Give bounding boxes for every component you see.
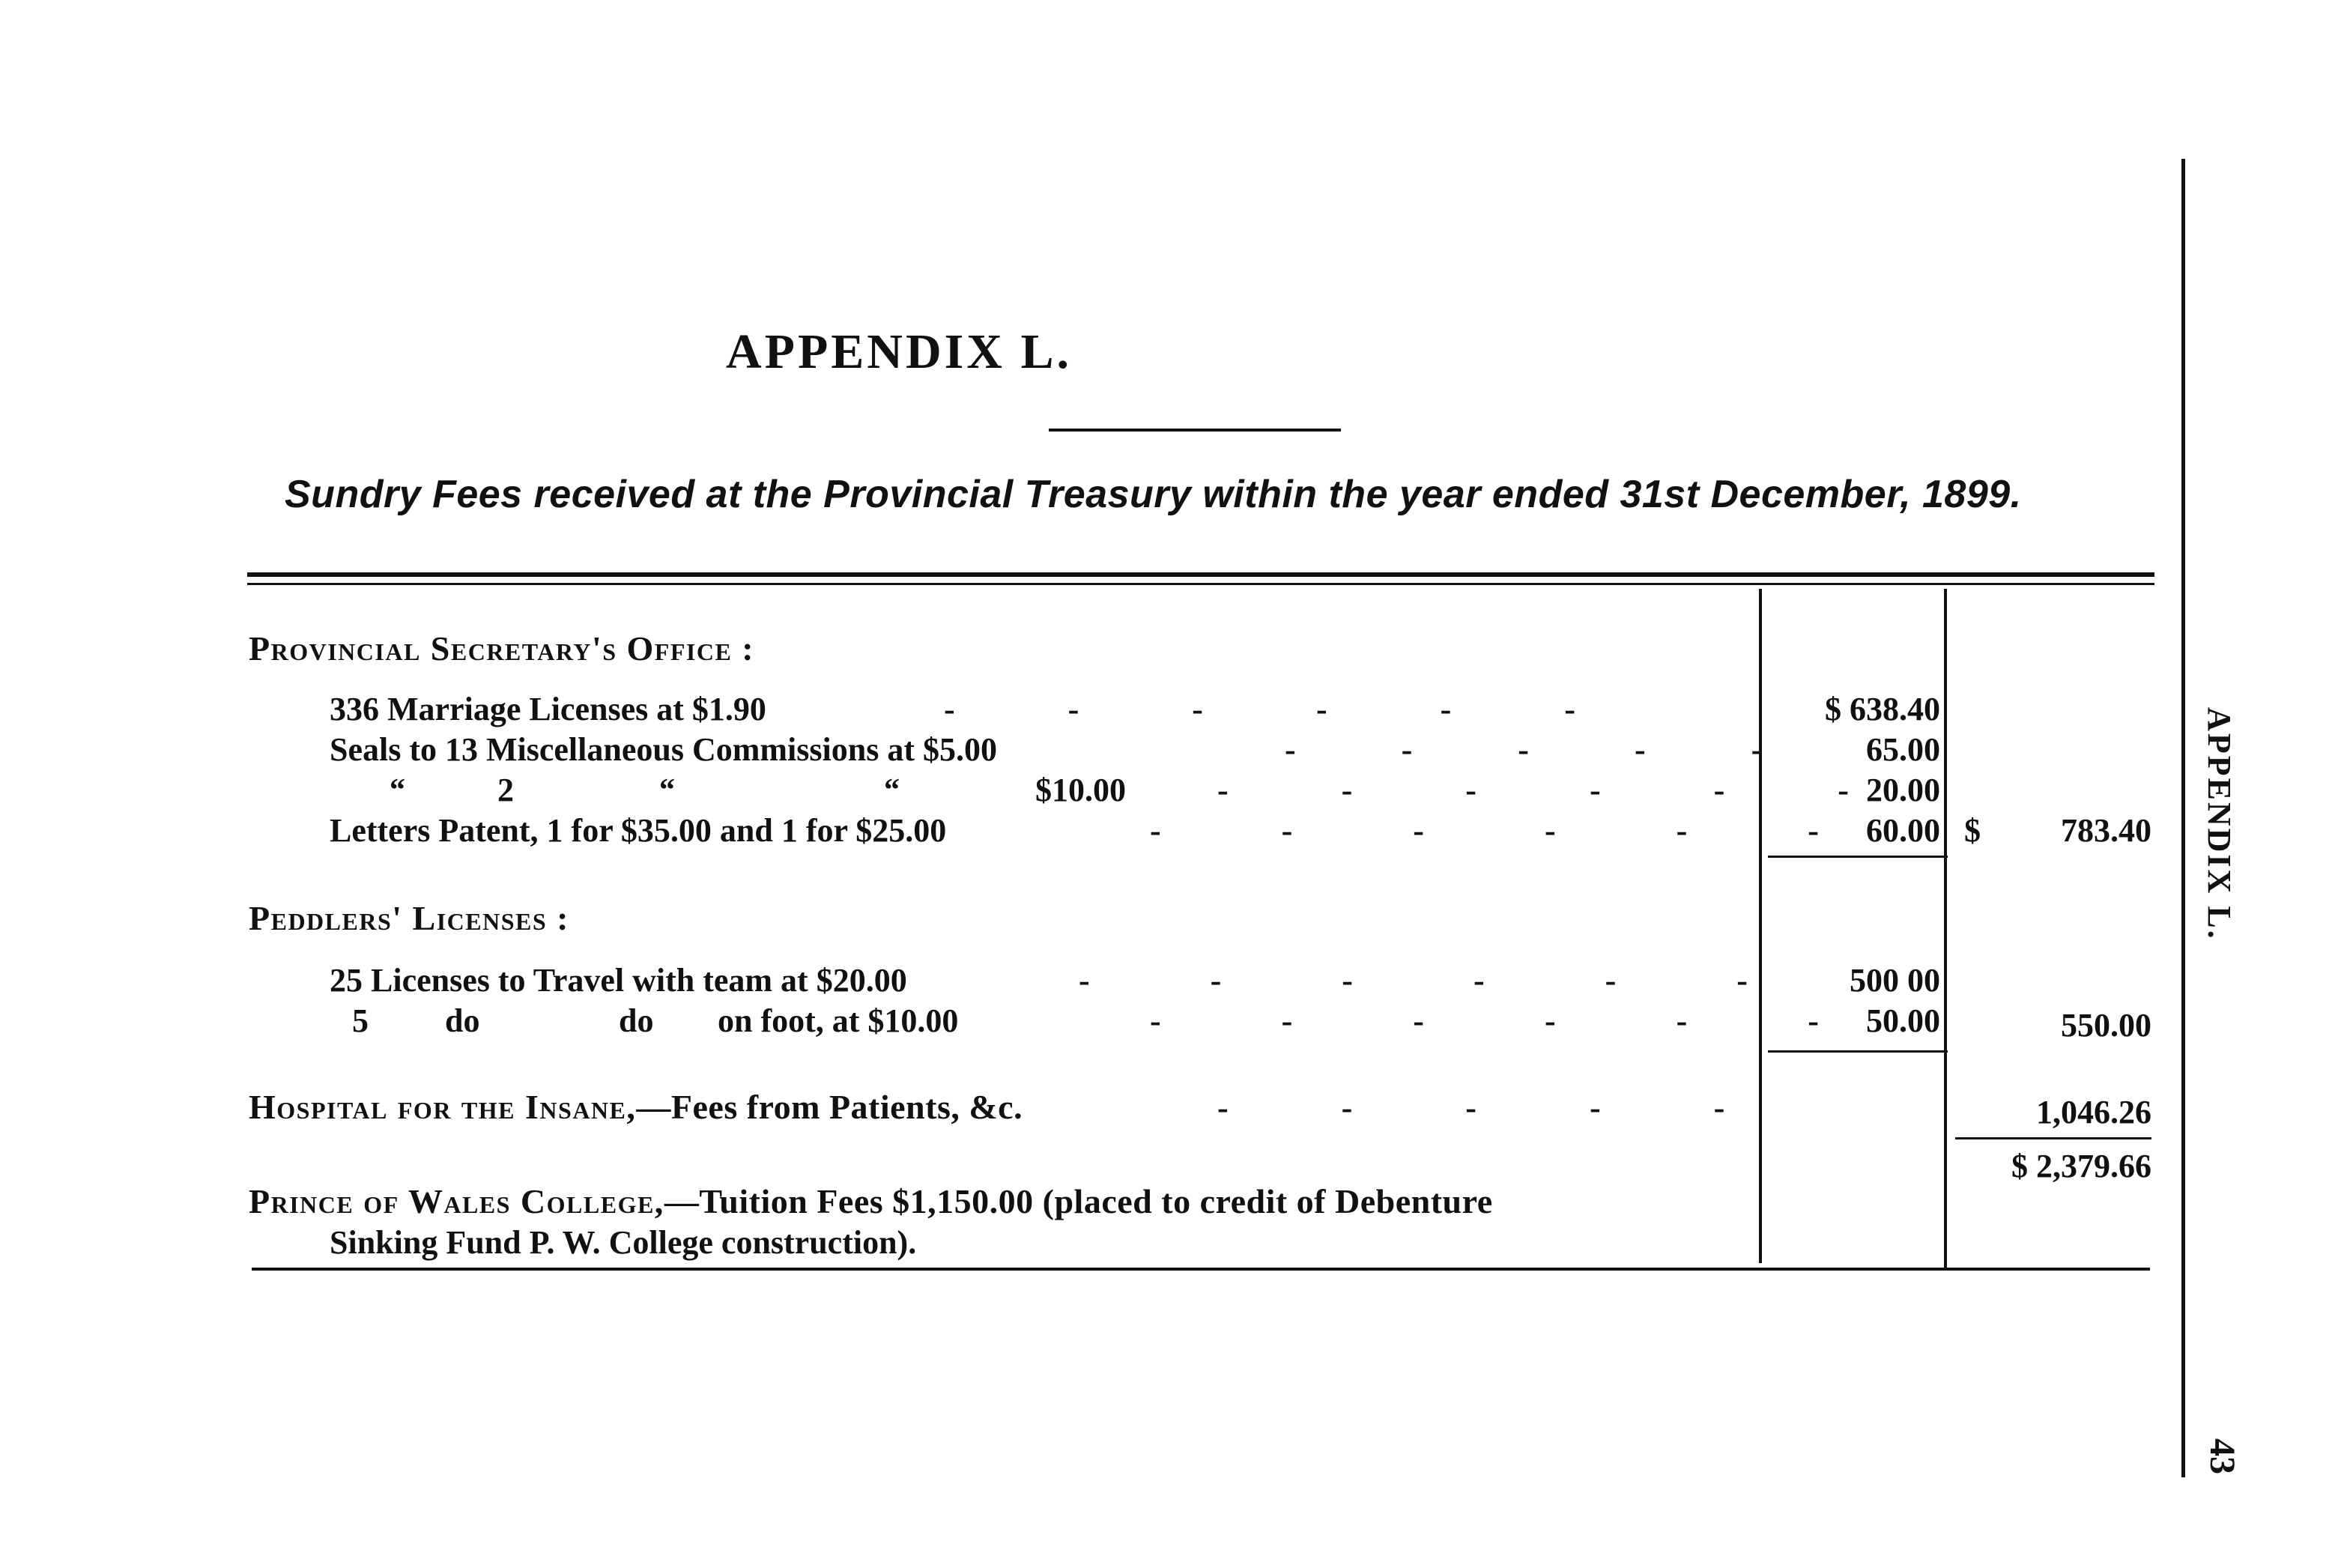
leader-dots: - - - - - -: [1150, 1002, 1819, 1039]
total-peddlers: 550.00: [2061, 1007, 2151, 1044]
ditto-mark: “: [390, 773, 405, 808]
leader-dots: - - - - - -: [944, 691, 1575, 727]
total-provincial-secretary: 783.40: [2061, 812, 2151, 849]
ditto-do: do: [445, 1002, 480, 1039]
column-divider-right: [1944, 589, 1947, 1271]
section-heading-peddlers: Peddlers' Licenses :: [249, 899, 569, 937]
section-heading-hospital: [249, 1086, 1023, 1128]
amount-peddlers-team: 500 00: [1850, 962, 1940, 999]
amount-peddlers-foot: 50.00: [1866, 1002, 1940, 1039]
leader-dots: - - - - -: [1217, 1089, 1725, 1126]
title-rule: [1049, 429, 1341, 432]
side-running-header: APPENDIX L.: [2201, 707, 2238, 941]
hospital-description: —Fees from Patients, &c.: [636, 1088, 1023, 1126]
section-heading-prince-of-wales: [249, 1181, 1493, 1223]
row-letters-patent-label: Letters Patent, 1 for $35.00 and 1 for $25.00: [330, 812, 947, 849]
prince-of-wales-line2: Sinking Fund P. W. College construction).: [330, 1224, 917, 1261]
table-top-rule: [247, 572, 2154, 577]
leader-dots: - - - - - -: [1217, 772, 1849, 808]
prince-of-wales-heading: Prince of Wales College,: [249, 1182, 664, 1220]
prince-of-wales-description: —Tuition Fees $1,150.00 (placed to credit of Debenture: [664, 1182, 1493, 1220]
ditto-do: do: [619, 1002, 654, 1039]
page-title: APPENDIX L.: [725, 324, 1072, 379]
hospital-heading: Hospital for the Insane,: [249, 1088, 637, 1126]
table-top-rule-thin: [247, 583, 2154, 585]
grand-total-rule: [1955, 1137, 2151, 1139]
row-marriage-licenses-label: 336 Marriage Licenses at $1.90: [330, 691, 766, 727]
leader-dots: - - - - -: [1285, 731, 1763, 768]
row-seals-label: Seals to 13 Miscellaneous Commissions at $5.00: [330, 731, 997, 768]
ditto-mark: “: [659, 773, 675, 808]
total-hospital: 1,046.26: [2036, 1094, 2151, 1130]
row-peddlers-foot-label: on foot, at $10.00: [718, 1002, 959, 1039]
row-seals-ten-count: 2: [497, 772, 514, 808]
table-bottom-rule: [252, 1268, 2150, 1271]
total-dollar-sign: $: [1964, 812, 1981, 849]
section-heading-provincial-secretary: Provincial Secretary's Office :: [249, 629, 755, 668]
amount-seals-ten: 20.00: [1866, 772, 1940, 808]
subtotal-rule: [1768, 1050, 1948, 1053]
row-peddlers-team-label: 25 Licenses to Travel with team at $20.00: [330, 962, 907, 999]
amount-seals: 65.00: [1866, 731, 1940, 768]
column-divider-left: [1759, 589, 1762, 1263]
page-subtitle: Sundry Fees received at the Provincial Treasury within the year ended 31st December, 1899.: [285, 473, 2022, 516]
page-right-border: [2181, 159, 2185, 1477]
leader-dots: - - - - - -: [1150, 812, 1819, 849]
row-peddlers-foot-count: 5: [352, 1002, 369, 1039]
leader-dots: - - - - - -: [1079, 962, 1748, 999]
ditto-mark: “: [884, 773, 900, 808]
amount-letters-patent: 60.00: [1866, 812, 1940, 849]
row-seals-ten-rate: $10.00: [1035, 772, 1126, 808]
amount-marriage-licenses: $ 638.40: [1825, 691, 1940, 727]
subtotal-rule: [1768, 856, 1948, 858]
page-number: 43: [2202, 1438, 2242, 1474]
grand-total: $ 2,379.66: [2011, 1148, 2151, 1184]
